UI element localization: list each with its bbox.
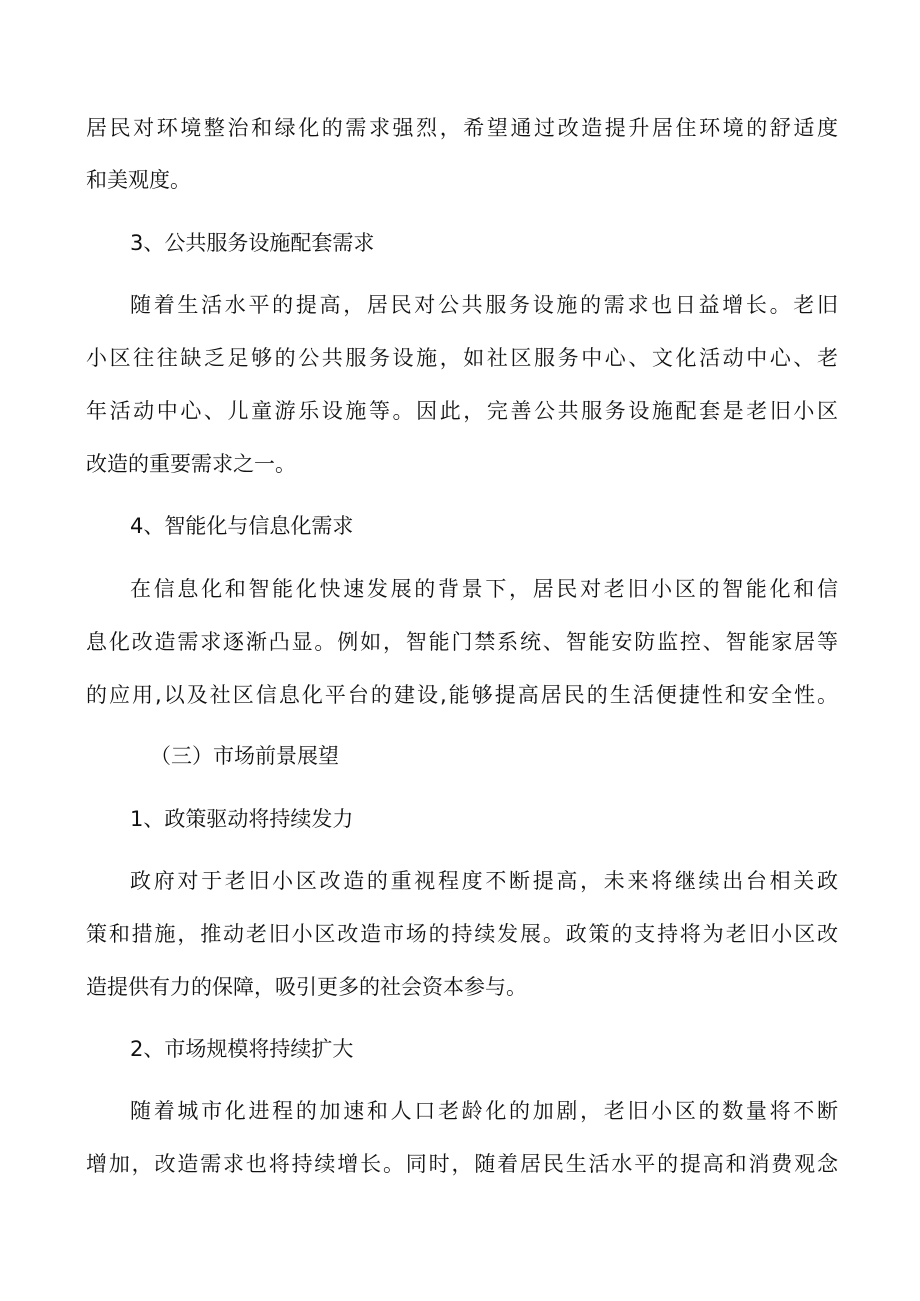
paragraph-line: 小区往往缺乏足够的公共服务设施，如社区服务中心、文化活动中心、老	[86, 346, 838, 370]
paragraph-line: 造提供有力的保障，吸引更多的社会资本参与。	[86, 975, 527, 999]
paragraph-line: 改造的重要需求之一。	[86, 452, 296, 476]
paragraph-line: 政府对于老旧小区改造的重视程度不断提高，未来将继续出台相关政	[130, 869, 838, 893]
paragraph-line: 和美观度。	[86, 168, 191, 192]
paragraph-line: 息化改造需求逐渐凸显。例如，智能门禁系统、智能安防监控、智能家居等	[86, 630, 838, 654]
section-heading: 3、公共服务设施配套需求	[130, 231, 375, 255]
section-heading: 4、智能化与信息化需求	[130, 514, 354, 538]
section-heading: （三）市场前景展望	[150, 744, 339, 768]
paragraph-line: 在信息化和智能化快速发展的背景下，居民对老旧小区的智能化和信	[130, 577, 838, 601]
paragraph-line: 随着城市化进程的加速和人口老龄化的加剧，老旧小区的数量将不断	[130, 1099, 838, 1123]
paragraph-line: 策和措施，推动老旧小区改造市场的持续发展。政策的支持将为老旧小区改	[86, 922, 838, 946]
paragraph-line: 增加，改造需求也将持续增长。同时，随着居民生活水平的提高和消费观念	[86, 1152, 838, 1176]
section-heading: 2、市场规模将持续扩大	[130, 1037, 354, 1061]
paragraph-line: 居民对环境整治和绿化的需求强烈，希望通过改造提升居住环境的舒适度	[86, 116, 838, 140]
paragraph-line: 年活动中心、儿童游乐设施等。因此，完善公共服务设施配套是老旧小区	[86, 399, 838, 423]
section-heading: 1、政策驱动将持续发力	[130, 807, 354, 831]
paragraph-line: 随着生活水平的提高，居民对公共服务设施的需求也日益增长。老旧	[130, 293, 838, 317]
paragraph-line: 的应用,以及社区信息化平台的建设,能够提高居民的生活便捷性和安全性。	[86, 683, 838, 707]
